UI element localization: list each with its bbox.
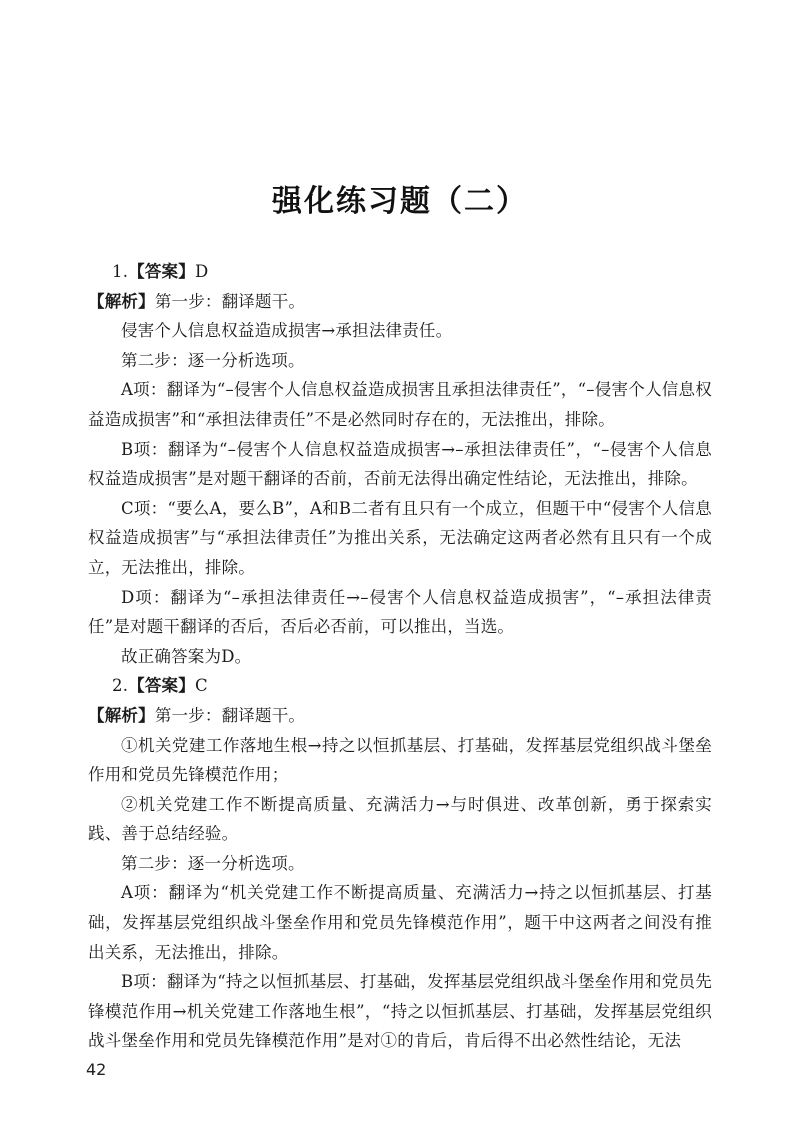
q1-answer-tag: 【答案】 <box>128 262 195 281</box>
q1-analysis-tag: 【解析】 <box>88 291 155 311</box>
q2-analysis-line <box>88 701 712 731</box>
q1-number: 1. <box>112 262 129 281</box>
page-number: 42 <box>86 1060 107 1079</box>
q1-step1: 第一步：翻译题干。 <box>154 291 306 311</box>
q1-answer: D <box>194 262 209 281</box>
q1-analysis-line <box>88 287 712 317</box>
q2-step1: 第一步：翻译题干。 <box>154 705 306 725</box>
q1-option-a: A项：翻译为“–侵害个人信息权益造成损害且承担法律责任”，“–侵害个人信息权益造成损害”和“承担法律责任”不是必然同时存在的，无法推出，排除。 <box>88 380 712 429</box>
q1-option-b: B项：翻译为“–侵害个人信息权益造成损害→–承担法律责任”，“–侵害个人信息权益造成损害”是对题干翻译的否前，否前无法得出确定性结论，无法推出，排除。 <box>88 439 712 489</box>
q2-analysis-tag: 【解析】 <box>88 705 155 725</box>
q2-option-a: A项：翻译为“机关党建工作不断提高质量、充满活力→持之以恒抓基层、打基础，发挥基层党组织战斗堡垒作用和党员先锋模范作用”，题干中这两者之间没有推出关系，无法推出，排除。 <box>88 883 712 962</box>
q2-number: 2. <box>112 676 129 696</box>
q1-option-d: D项：翻译为“–承担法律责任→–侵害个人信息权益造成损害”，“–承担法律责任”是对题干翻译的否后，否后必否前，可以推出，当选。 <box>88 587 712 637</box>
q1-step2: 第二步：逐一分析选项。 <box>121 350 305 370</box>
q1-conclusion: 故正确答案为D。 <box>121 646 252 666</box>
q2-answer-tag: 【答案】 <box>128 676 195 696</box>
q2-answer: C <box>194 676 208 696</box>
q2-answer-line <box>88 671 712 701</box>
q2-item-2: ②机关党建工作不断提高质量、充满活力→与时俱进、改革创新，勇于探索实践、善于总结经验。 <box>88 794 712 844</box>
q2-option-b: B项：翻译为“持之以恒抓基层、打基础，发挥基层党组织战斗堡垒作用和党员先锋模范作用→机关党建工作落地生根”，“持之以恒抓基层、打基础，发挥基层党组织战斗堡垒作用和党员先锋模范作用”是对①的肯后，肯后得不出必然性结论，无法 <box>88 972 712 1051</box>
page-title: 强化练习题（二） <box>272 184 528 219</box>
answer-body <box>88 257 712 1056</box>
q1-option-c: C项：“要么A，要么B”，A和B二者有且只有一个成立，但题干中“侵害个人信息权益造成损害”与“承担法律责任”为推出关系，无法确定这两者必然有且只有一个成立，无法推出，排除。 <box>88 498 712 577</box>
q1-translation: 侵害个人信息权益造成损害→承担法律责任。 <box>121 321 453 341</box>
q1-answer-line <box>88 257 712 287</box>
q2-item-1: ①机关党建工作落地生根→持之以恒抓基层、打基础，发挥基层党组织战斗堡垒作用和党员先锋模范作用； <box>88 735 712 785</box>
q2-step2: 第二步：逐一分析选项。 <box>121 853 305 873</box>
